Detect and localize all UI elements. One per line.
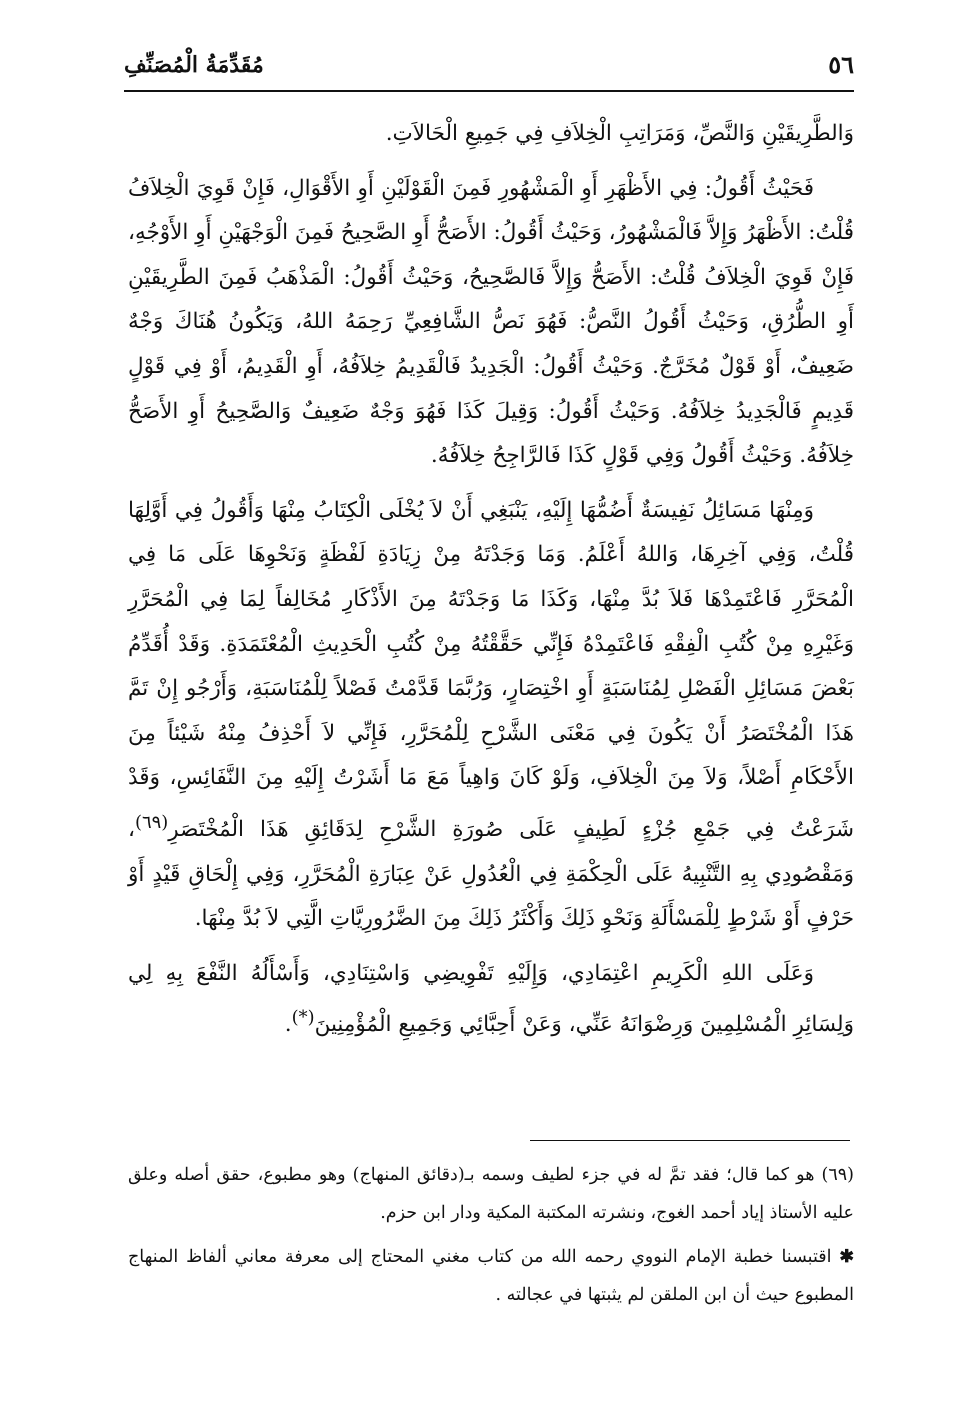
page-number: ٥٦ <box>828 50 854 79</box>
footnote-text: هو كما قال؛ فقد تمَّ له في جزء لطيف وسمه بـ(دقائق المنهاج) وهو مطبوع، حقق أصله وعلق عليه الأستاذ إياد أحمد الغوج، ونشرته المكتبة المكية ودار ابن حزم. <box>128 1165 854 1223</box>
paragraph <box>128 112 854 157</box>
running-title: مُقَدِّمَةُ الْمُصَنِّفِ <box>124 52 264 78</box>
paragraph <box>128 489 854 942</box>
footnote <box>128 1156 854 1232</box>
paragraph-text: وَالطَّرِيقَيْنِ وَالنَّصِّ، وَمَرَاتِبِ الْخِلاَفِ فِي جَمِيعِ الْحَالاَتِ. <box>385 121 854 146</box>
footnote-marker: (٦٩) <box>821 1165 854 1185</box>
footnote <box>128 1238 854 1314</box>
footnotes <box>128 1156 854 1320</box>
paragraph-text: فَحَيْثُ أَقُولُ: فِي الأَظْهَرِ أَوِ الْمَشْهُورِ فَمِنَ الْقَوْلَيْنِ أَوِ الأَقْوَالِ، فَإِنْ قَوِيَ الْخِلاَفُ قُلْتُ: الأَظْهَرُ وَإِلاَّ فَالْمَشْهُورُ، وَحَيْثُ أَقُولُ: الأَصَحُّ أَوِ الصَّحِيحُ فَمِنَ الْوَجْهَيْنِ أَوِ الأَوْجُهِ، فَإِنْ قَوِيَ الْخِلاَفُ قُلْتُ: الأَصَحُّ وَإِلاَّ فَالصَّحِيحُ، وَحَيْثُ أَقُولُ: الْمَذْهَبُ فَمِنَ الطَّرِيقَيْنِ أَوِ الطُّرُقِ، وَحَيْثُ أَقُولُ النَّصُّ: فَهُوَ نَصُّ الشَّافِعِيِّ رَحِمَهُ اللهُ، وَيَكُونُ هُنَاكَ وَجْهٌ ضَعِيفٌ، أَوْ قَوْلٌ مُخَرَّجٌ. وَحَيْثُ أَقُولُ: الْجَدِيدُ فَالْقَدِيمُ خِلاَفُهُ، أَوِ الْقَدِيمُ، أَوْ فِي قَوْلٍ قَدِيمٍ فَالْجَدِيدُ خِلاَفُهُ. وَحَيْثُ أَقُولُ: وَقِيلَ كَذَا فَهُوَ وَجْهٌ ضَعِيفٌ وَالصَّحِيحُ أَوِ الأَصَحُّ خِلاَفُهُ. وَحَيْثُ أَقُولُ وَفِي قَوْلٍ كَذَا فَالرَّاجِحُ خِلاَفُهُ. <box>128 175 854 469</box>
paragraph-text: . <box>284 1012 292 1038</box>
paragraph-text: وَعَلَى اللهِ الْكَرِيمِ اعْتِمَادِي، وَإِلَيْهِ تَفْوِيضِي وَاسْتِنَادِي، وَأَسْأَلُهُ النَّفْعَ بِهِ لِي وَلِسَائِرِ الْمُسْلِمِينَ وَرِضْوَانَهُ عَنِّي، وَعَنْ أَحِبَّائِي وَجَمِيعِ الْمُؤْمِنِينَ <box>128 960 854 1038</box>
paragraph <box>128 952 854 1048</box>
footnote-text: اقتبسنا خطبة الإمام النووي رحمه الله من كتاب مغني المحتاج إلى معرفة معاني ألفاظ المنهاج المطبوع حيث أن ابن الملقن لم يثبتها في عجالته . <box>128 1247 854 1305</box>
footnote-divider <box>530 1140 850 1141</box>
main-text <box>128 112 854 1058</box>
paragraph-text: ، وَمَقْصُودِي بِهِ التَّنْبِيهُ عَلَى الْحِكْمَةِ فِي الْعُدُولِ عَنْ عِبَارَةِ الْمُحَرَّرِ، وَفِي إِلْحَاقِ قَيْدٍ أَوْ حَرْفٍ أَوْ شَرْطٍ لِلْمَسْأَلَةِ وَنَحْوِ ذَلِكَ وَأَكْثَرُ ذَلِكَ مِنَ الضَّرُورِيَّاتِ الَّتِي لاَ بُدَّ مِنْهَا. <box>128 817 854 932</box>
footnote-reference[interactable]: (٦٩) <box>134 811 169 833</box>
footnote-reference[interactable]: (*) <box>291 1007 315 1029</box>
page-header <box>124 50 854 92</box>
asterisk-icon: ✱ <box>839 1247 854 1267</box>
paragraph <box>128 167 854 479</box>
paragraph-text: وَمِنْهَا مَسَائِلُ نَفِيسَةٌ أَضُمُّهَا إِلَيْهِ، يَنْبَغِي أَنْ لاَ يُخْلَى الْكِتَابُ مِنْهَا وَأَقُولُ فِي أَوَّلِهَا قُلْتُ، وَفِي آخِرِهَا، وَاللهُ أَعْلَمُ. وَمَا وَجَدْتَهُ مِنْ زِيَادَةِ لَفْظَةٍ وَنَحْوِهَا عَلَى مَا فِي الْمُحَرَّرِ فَاعْتَمِدْهَا فَلاَ بُدَّ مِنْهَا، وَكَذَا مَا وَجَدْتَهُ مِنَ الأَذْكَارِ مُخَالِفاً لِمَا فِي الْمُحَرَّرِ وَغَيْرِهِ مِنْ كُتُبِ الْفِقْهِ فَاعْتَمِدْهُ فَإِنِّي حَقَّقْتُهُ مِنْ كُتُبِ الْحَدِيثِ الْمُعْتَمَدَةِ. وَقَدْ أُقَدِّمُ بَعْضَ مَسَائِلِ الْفَصْلِ لِمُنَاسَبَةٍ أَوِ اخْتِصَارٍ، وَرُبَّمَا قَدَّمْتُ فَصْلاً لِلْمُنَاسَبَةِ، وَأَرْجُو إِنْ تَمَّ هَذَا الْمُخْتَصَرُ أَنْ يَكُونَ فِي مَعْنَى الشَّرْحِ لِلْمُحَرَّرِ، فَإِنِّي لاَ أَحْذِفُ مِنْهُ شَيْئاً مِنَ الأَحْكَامِ أَصْلاً، وَلاَ مِنَ الْخِلاَفِ، وَلَوْ كَانَ وَاهِياً مَعَ مَا أَشَرْتُ إِلَيْهِ مِنَ النَّفَائِسِ، وَقَدْ شَرَعْتُ فِي جَمْعِ جُزْءٍ لَطِيفٍ عَلَى صُورَةِ الشَّرْحِ لِدَقَائِقِ هَذَا الْمُخْتَصَرِ <box>128 497 854 843</box>
